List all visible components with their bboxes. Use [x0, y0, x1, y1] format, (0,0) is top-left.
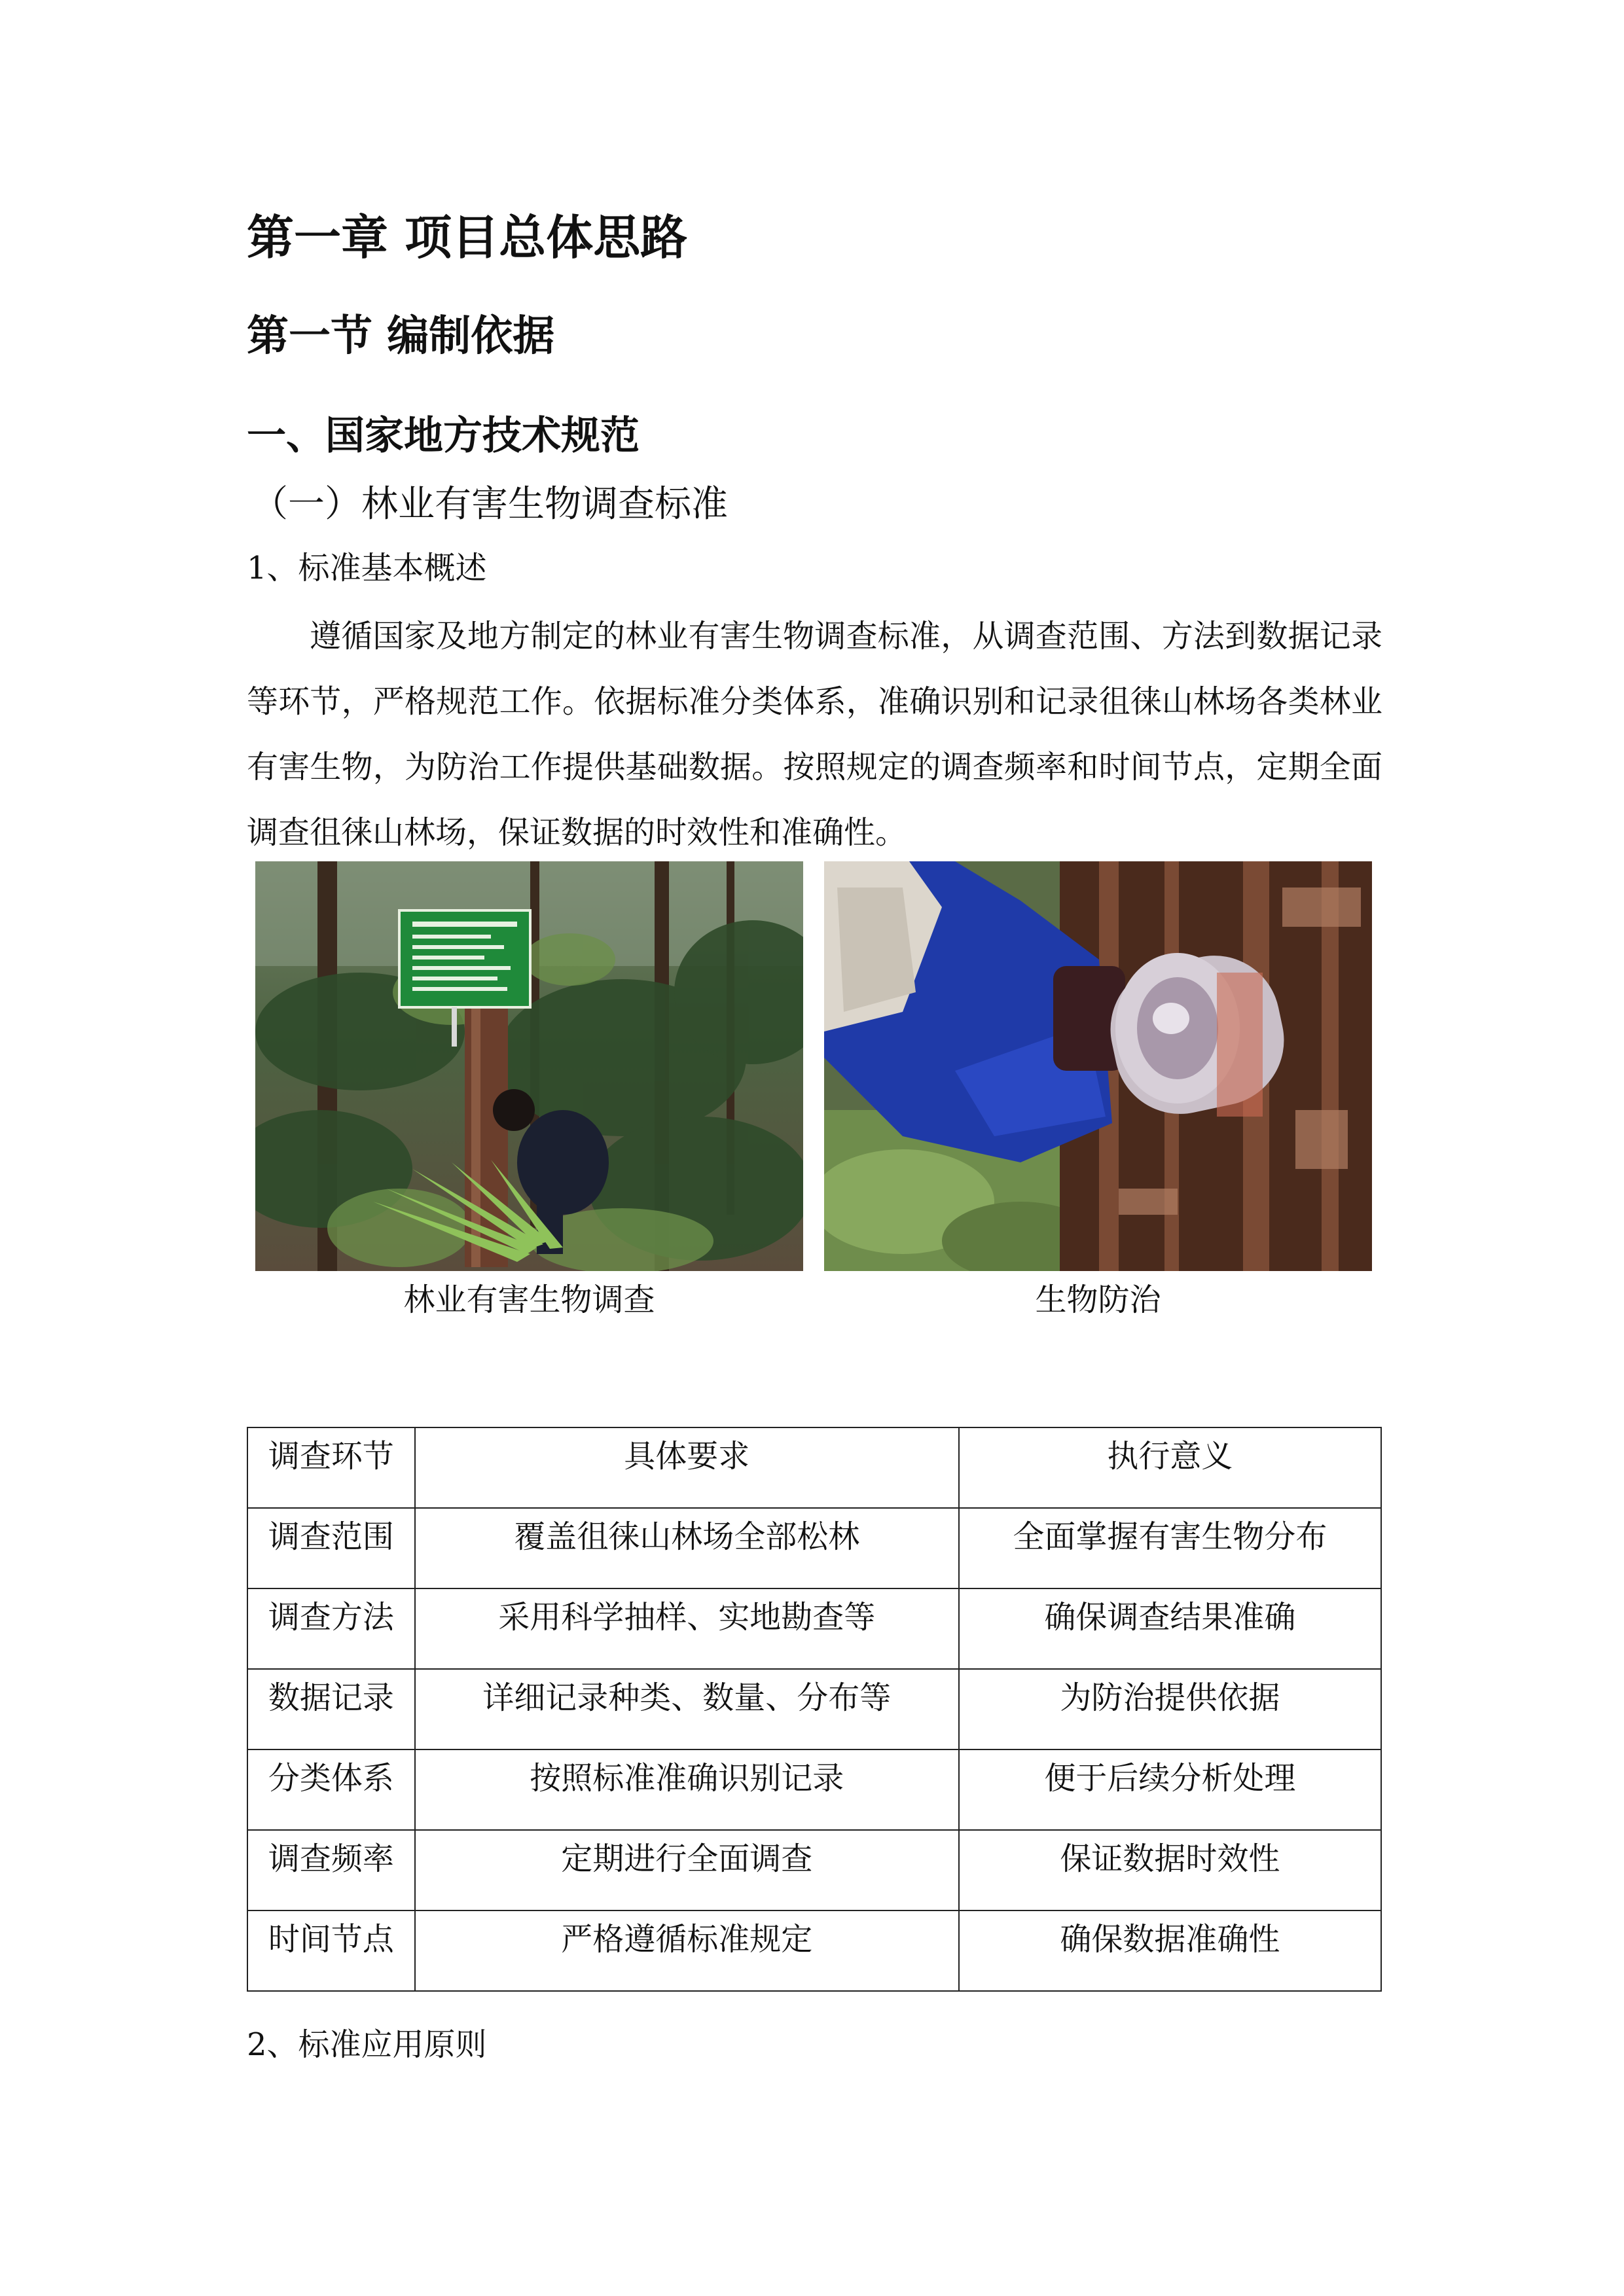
table-cell: 详细记录种类、数量、分布等: [415, 1669, 959, 1749]
table-row: [247, 1830, 1381, 1910]
item-title-1: 1、标准基本概述: [247, 550, 487, 586]
table-header-cell: 执行意义: [959, 1427, 1381, 1508]
table-row: [247, 1588, 1381, 1669]
subsubsection-title: （一）林业有害生物调查标准: [251, 483, 728, 526]
table-cell: 定期进行全面调查: [415, 1830, 959, 1910]
table-cell: 调查方法: [247, 1588, 415, 1669]
biological-control-photo: [824, 861, 1372, 1271]
table-cell: 采用科学抽样、实地勘查等: [415, 1588, 959, 1669]
table-cell: 调查范围: [247, 1508, 415, 1588]
body-paragraph: 遵循国家及地方制定的林业有害生物调查标准，从调查范围、方法到数据记录等环节，严格规范工作。依据标准分类体系，准确识别和记录徂徕山林场各类林业有害生物，为防治工作提供基础数据。按照规定的调查频率和时间节点，定期全面调查徂徕山林场，保证数据的时效性和准确性。: [247, 618, 1382, 851]
forest-survey-photo: [255, 861, 803, 1271]
table-row: [247, 1669, 1381, 1749]
table-header-cell: 调查环节: [247, 1427, 415, 1508]
table-cell: 严格遵循标准规定: [415, 1910, 959, 1991]
chapter-title: 第一章 项目总体思路: [247, 210, 688, 265]
table-cell: 为防治提供依据: [959, 1669, 1381, 1749]
table-cell: 分类体系: [247, 1749, 415, 1830]
table-cell: 数据记录: [247, 1669, 415, 1749]
table-cell: 时间节点: [247, 1910, 415, 1991]
subsection-title: 一、国家地方技术规范: [247, 413, 640, 459]
table-cell: 覆盖徂徕山林场全部松林: [415, 1508, 959, 1588]
table-cell: 调查频率: [247, 1830, 415, 1910]
table-row: [247, 1910, 1381, 1991]
table-cell: 按照标准准确识别记录: [415, 1749, 959, 1830]
table-cell: 全面掌握有害生物分布: [959, 1508, 1381, 1588]
table-header-row: [247, 1427, 1381, 1508]
table-cell: 确保数据准确性: [959, 1910, 1381, 1991]
table-row: [247, 1508, 1381, 1588]
table-header-cell: 具体要求: [415, 1427, 959, 1508]
section-title: 第一节 编制依据: [247, 312, 555, 361]
item-title-2: 2、标准应用原则: [247, 2026, 487, 2063]
table-cell: 确保调查结果准确: [959, 1588, 1381, 1669]
table-cell: 保证数据时效性: [959, 1830, 1381, 1910]
table-row: [247, 1749, 1381, 1830]
survey-standard-table: [247, 1427, 1382, 1992]
figure-caption-1: 林业有害生物调查: [403, 1282, 655, 1318]
figure-caption-2: 生物防治: [1035, 1282, 1161, 1318]
table-cell: 便于后续分析处理: [959, 1749, 1381, 1830]
